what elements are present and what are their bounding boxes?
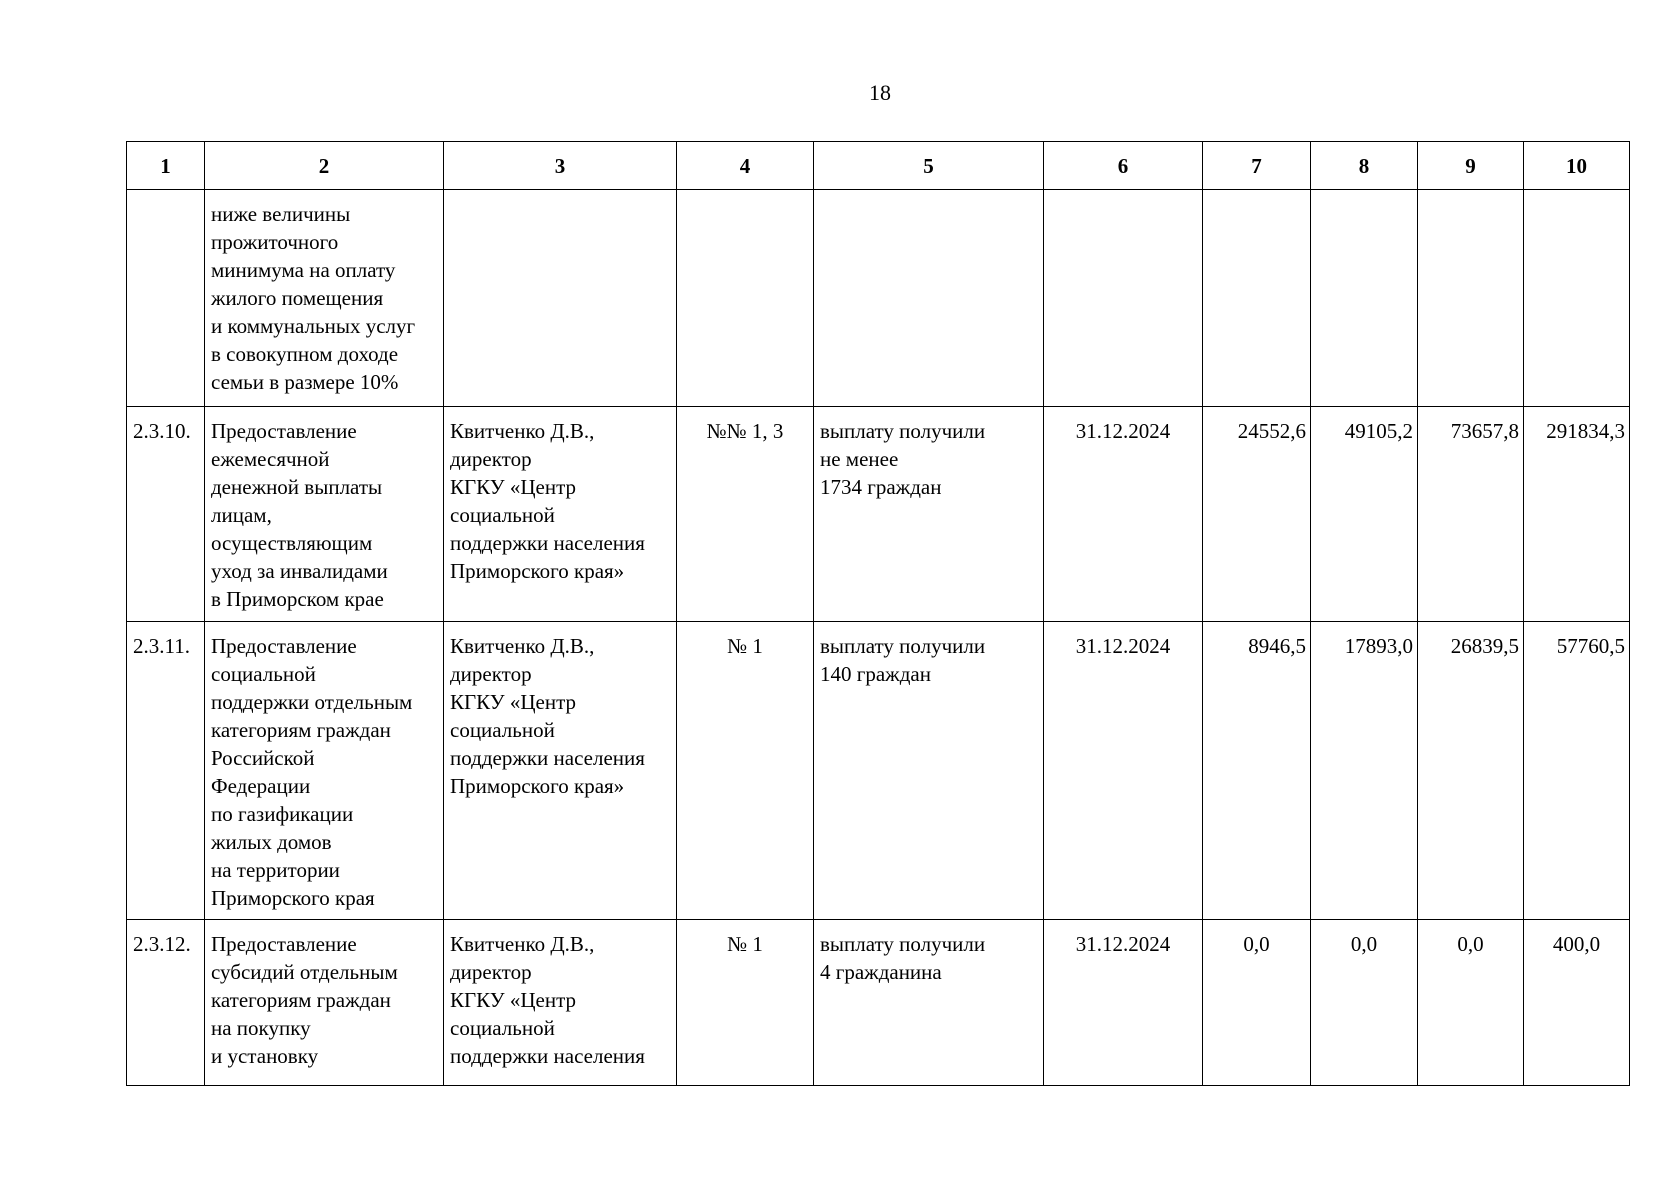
cell-num: [127, 190, 205, 407]
cell-value: 0,0: [1311, 920, 1418, 1086]
cell-result: [814, 190, 1044, 407]
cell-result: выплату получили не менее 1734 граждан: [814, 407, 1044, 622]
table-row: [127, 190, 1630, 407]
cell-responsible: Квитченко Д.В., директор КГКУ «Центр социальной поддержки населения: [444, 920, 677, 1086]
cell-name: ниже величины прожиточного минимума на оплату жилого помещения и коммунальных услуг в совокупном доходе семьи в размере 10%: [205, 190, 444, 407]
cell-value: 26839,5: [1418, 622, 1524, 920]
cell-name: Предоставление субсидий отдельным категориям граждан на покупку и установку: [205, 920, 444, 1086]
table-row: [127, 920, 1630, 1086]
cell-value: [1418, 190, 1524, 407]
cell-value: 0,0: [1203, 920, 1311, 1086]
cell-value: [1203, 190, 1311, 407]
cell-num: 2.3.10.: [127, 407, 205, 622]
cell-value: [1311, 190, 1418, 407]
cell-result: выплату получили 4 гражданина: [814, 920, 1044, 1086]
header-cell: 7: [1203, 142, 1311, 190]
header-cell: 2: [205, 142, 444, 190]
cell-value: 49105,2: [1311, 407, 1418, 622]
header-cell: 8: [1311, 142, 1418, 190]
cell-date: 31.12.2024: [1044, 920, 1203, 1086]
header-cell: 3: [444, 142, 677, 190]
cell-value: 0,0: [1418, 920, 1524, 1086]
cell-name: Предоставление социальной поддержки отдельным категориям граждан Российской Федерации по газификации жилых домов на территории Приморского края: [205, 622, 444, 920]
cell-date: 31.12.2024: [1044, 622, 1203, 920]
cell-name: Предоставление ежемесячной денежной выплаты лицам, осуществляющим уход за инвалидами в Приморском крае: [205, 407, 444, 622]
table-row: [127, 407, 1630, 622]
cell-num: 2.3.11.: [127, 622, 205, 920]
cell-ref: [677, 190, 814, 407]
cell-ref: № 1: [677, 920, 814, 1086]
cell-value: 8946,5: [1203, 622, 1311, 920]
cell-responsible: Квитченко Д.В., директор КГКУ «Центр социальной поддержки населения Приморского края»: [444, 622, 677, 920]
cell-ref: № 1: [677, 622, 814, 920]
cell-responsible: Квитченко Д.В., директор КГКУ «Центр социальной поддержки населения Приморского края»: [444, 407, 677, 622]
header-cell: 4: [677, 142, 814, 190]
header-cell: 6: [1044, 142, 1203, 190]
page-number: 18: [869, 80, 891, 105]
measures-table: [126, 141, 1630, 1086]
cell-value: 24552,6: [1203, 407, 1311, 622]
table-row: [127, 622, 1630, 920]
cell-date: 31.12.2024: [1044, 407, 1203, 622]
cell-value: 17893,0: [1311, 622, 1418, 920]
cell-num: 2.3.12.: [127, 920, 205, 1086]
cell-value: 57760,5: [1524, 622, 1630, 920]
cell-ref: №№ 1, 3: [677, 407, 814, 622]
cell-value: 291834,3: [1524, 407, 1630, 622]
header-cell: 5: [814, 142, 1044, 190]
cell-value: [1524, 190, 1630, 407]
cell-value: 400,0: [1524, 920, 1630, 1086]
cell-result: выплату получили 140 граждан: [814, 622, 1044, 920]
header-cell: 10: [1524, 142, 1630, 190]
cell-value: 73657,8: [1418, 407, 1524, 622]
header-cell: 1: [127, 142, 205, 190]
table-header-row: [127, 142, 1630, 190]
cell-responsible: [444, 190, 677, 407]
cell-date: [1044, 190, 1203, 407]
header-cell: 9: [1418, 142, 1524, 190]
